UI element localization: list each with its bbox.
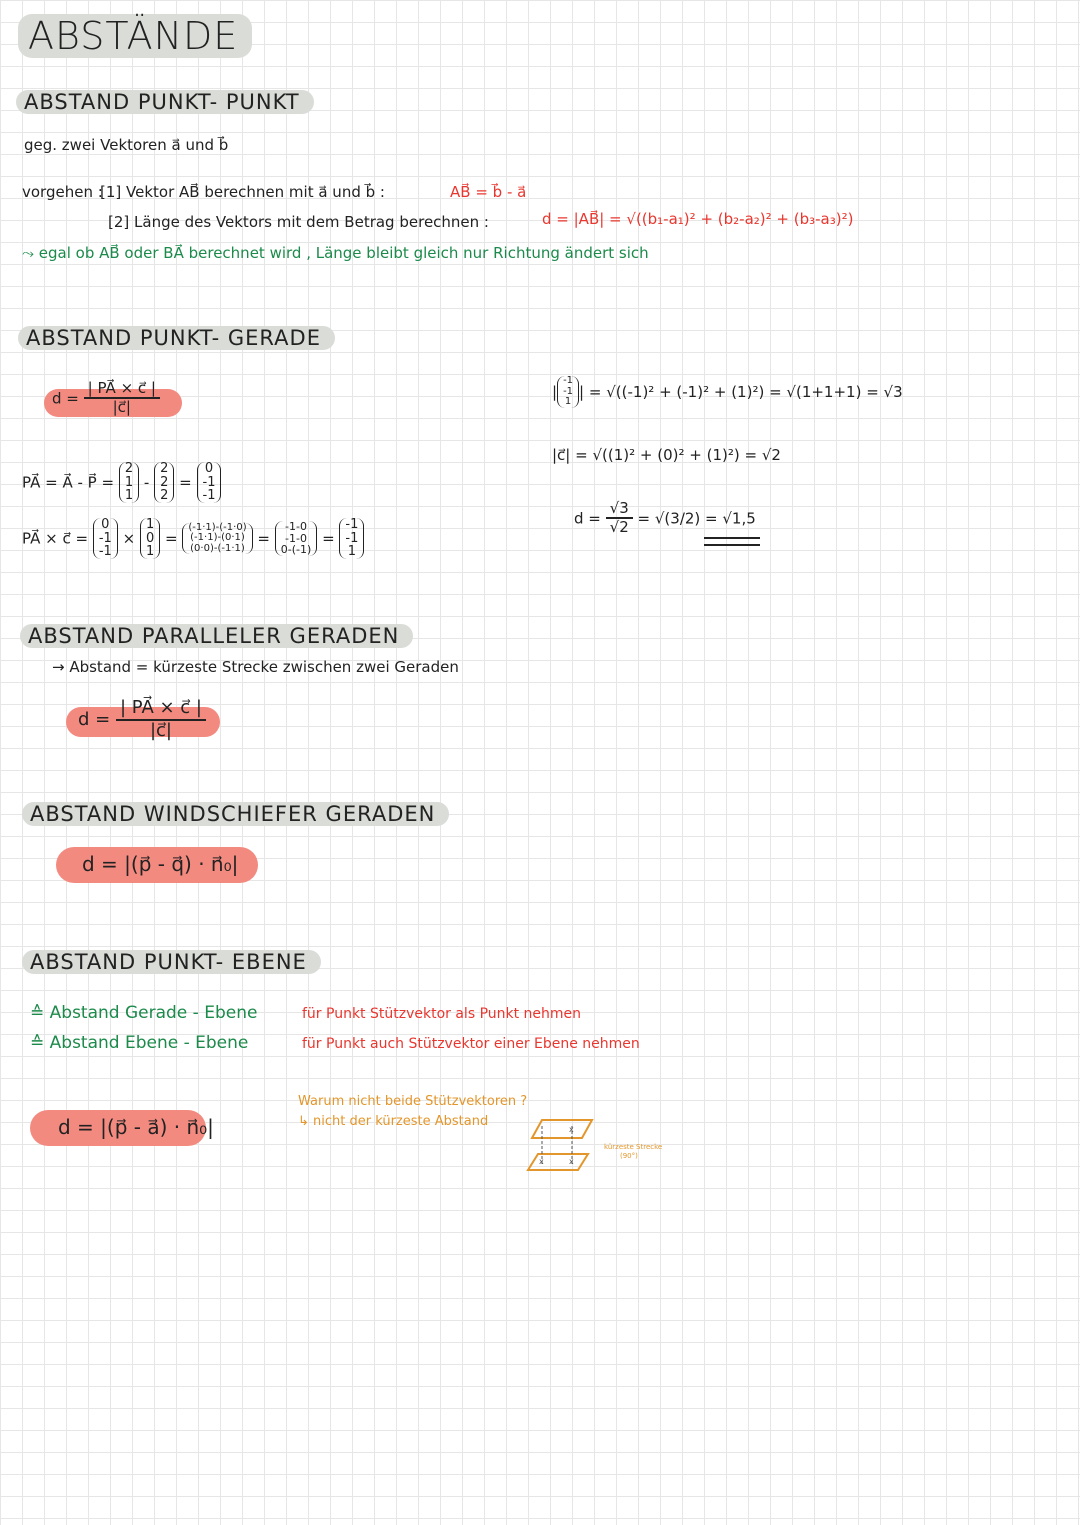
page-title: ABSTÄNDE xyxy=(18,14,252,58)
norm-cross-calc: = √((-1)² + (-1)² + (1)²) = √(1+1+1) = √3 xyxy=(588,382,903,401)
parallel-formula-denominator: |c⃗| xyxy=(149,719,172,741)
step1-text: [1] Vektor AB⃗ berechnen mit a⃗ und b⃗ : xyxy=(100,183,385,201)
formula-fraction xyxy=(84,380,160,417)
formula-denominator: |c⃗| xyxy=(112,398,131,417)
lower-plane xyxy=(528,1154,588,1170)
result-fraction xyxy=(606,500,633,537)
pa-vector-a: 2 1 1 xyxy=(119,462,139,503)
pa-vector-p: 2 2 2 xyxy=(154,462,174,503)
step2-text: [2] Länge des Vektors mit dem Betrag berechnen : xyxy=(108,213,489,231)
heading-punkt-punkt: ABSTAND PUNKT- PUNKT xyxy=(16,90,314,114)
hint-gerade-ebene: für Punkt Stützvektor als Punkt nehmen xyxy=(302,1006,582,1022)
result-denominator: √2 xyxy=(609,518,629,537)
heading-punkt-gerade: ABSTAND PUNKT- GERADE xyxy=(18,326,335,350)
cross-product-equation: PA⃗ × c⃗ = 0 -1 -1 × 1 0 1 = (-1·1)-(-1·0) (-1·1)-(0·1) (0·0)-(-1·1) = -1-0 -1-0 0-(-1) = -1 -1 1 xyxy=(22,518,364,559)
equiv-ebene-ebene: ≙ Abstand Ebene - Ebene xyxy=(30,1033,249,1053)
sketch-label-shortest: kürzeste Strecke xyxy=(604,1143,663,1151)
answer-text: ↳ nicht der kürzeste Abstand xyxy=(298,1114,489,1129)
cross-lhs: PA⃗ × c⃗ = xyxy=(22,529,89,548)
hint-ebene-ebene: für Punkt auch Stützvektor einer Ebene nehmen xyxy=(302,1036,640,1052)
result-rest: = √(3/2) = √1,5 xyxy=(637,509,756,528)
result-lhs: d = xyxy=(574,509,601,528)
pa-equation: PA⃗ = A⃗ - P⃗ = 2 1 1 - 2 2 2 = 0 -1 -1 xyxy=(22,462,221,503)
ebene-formula: d = |(p⃗ - a⃗) · n⃗₀| xyxy=(58,1115,214,1139)
cross-vector-terms: (-1·1)-(-1·0) (-1·1)-(0·1) (0·0)-(-1·1) xyxy=(182,523,252,555)
norm-c-calc: |c⃗| = √((1)² + (0)² + (1)²) = √2 xyxy=(552,446,781,464)
parallel-formula-lhs: d = xyxy=(78,709,111,731)
parallel-note: → Abstand = kürzeste Strecke zwischen zwei Geraden xyxy=(52,658,459,676)
sketch-label-angle: (90°) xyxy=(620,1152,638,1160)
direction-note: ⤳ egal ob AB⃗ oder BA⃗ berechnet wird , Länge bleibt gleich nur Richtung ändert sich xyxy=(22,244,649,262)
given-text: geg. zwei Vektoren a⃗ und b⃗ xyxy=(24,136,229,154)
heading-punkt-ebene: ABSTAND PUNKT- EBENE xyxy=(22,950,321,974)
upper-plane xyxy=(532,1120,592,1138)
result-numerator: √3 xyxy=(606,500,633,519)
norm-vector: -1 -1 1 xyxy=(557,376,579,408)
question-text: Warum nicht beide Stützvektoren ? xyxy=(298,1094,528,1109)
step-label: vorgehen : xyxy=(22,183,103,201)
svg-text:x: x xyxy=(569,1157,574,1166)
result-underline-1 xyxy=(704,537,760,539)
parallel-formula xyxy=(78,698,206,741)
cross-vector-pa: 0 -1 -1 xyxy=(93,518,118,559)
equiv-gerade-ebene: ≙ Abstand Gerade - Ebene xyxy=(30,1003,258,1023)
svg-text:x: x xyxy=(569,1125,574,1134)
heading-windschiefer-geraden: ABSTAND WINDSCHIEFER GERADEN xyxy=(22,802,449,826)
parallel-formula-numerator: | PA⃗ × c⃗ | xyxy=(116,698,206,721)
result-underline-2 xyxy=(704,544,760,546)
formula-numerator: | PA⃗ × c⃗ | xyxy=(84,380,160,399)
windschief-formula: d = |(p⃗ - q⃗) · n⃗₀| xyxy=(82,852,239,876)
distance-formula xyxy=(52,380,160,417)
pa-lhs: PA⃗ = A⃗ - P⃗ = xyxy=(22,473,115,492)
norm-cross-result: | -1 -1 1 | = √((-1)² + (-1)² + (1)²) = √(1+1+1) = √3 xyxy=(552,375,903,407)
distance-result xyxy=(574,500,756,537)
formula-lhs: d = xyxy=(52,389,79,408)
cross-vector-result: -1 -1 1 xyxy=(339,518,364,559)
pa-vector-result: 0 -1 -1 xyxy=(197,462,222,503)
svg-text:x: x xyxy=(539,1157,544,1166)
step2-formula: d = |AB⃗| = √((b₁-a₁)² + (b₂-a₂)² + (b₃-a₃)²) xyxy=(542,210,854,228)
cross-vector-simplified: -1-0 -1-0 0-(-1) xyxy=(275,521,318,556)
heading-paralleler-geraden: ABSTAND PARALLELER GERADEN xyxy=(20,624,413,648)
step1-formula: AB⃗ = b⃗ - a⃗ xyxy=(450,183,527,201)
parallel-formula-fraction xyxy=(116,698,206,741)
cross-vector-c: 1 0 1 xyxy=(140,518,160,559)
